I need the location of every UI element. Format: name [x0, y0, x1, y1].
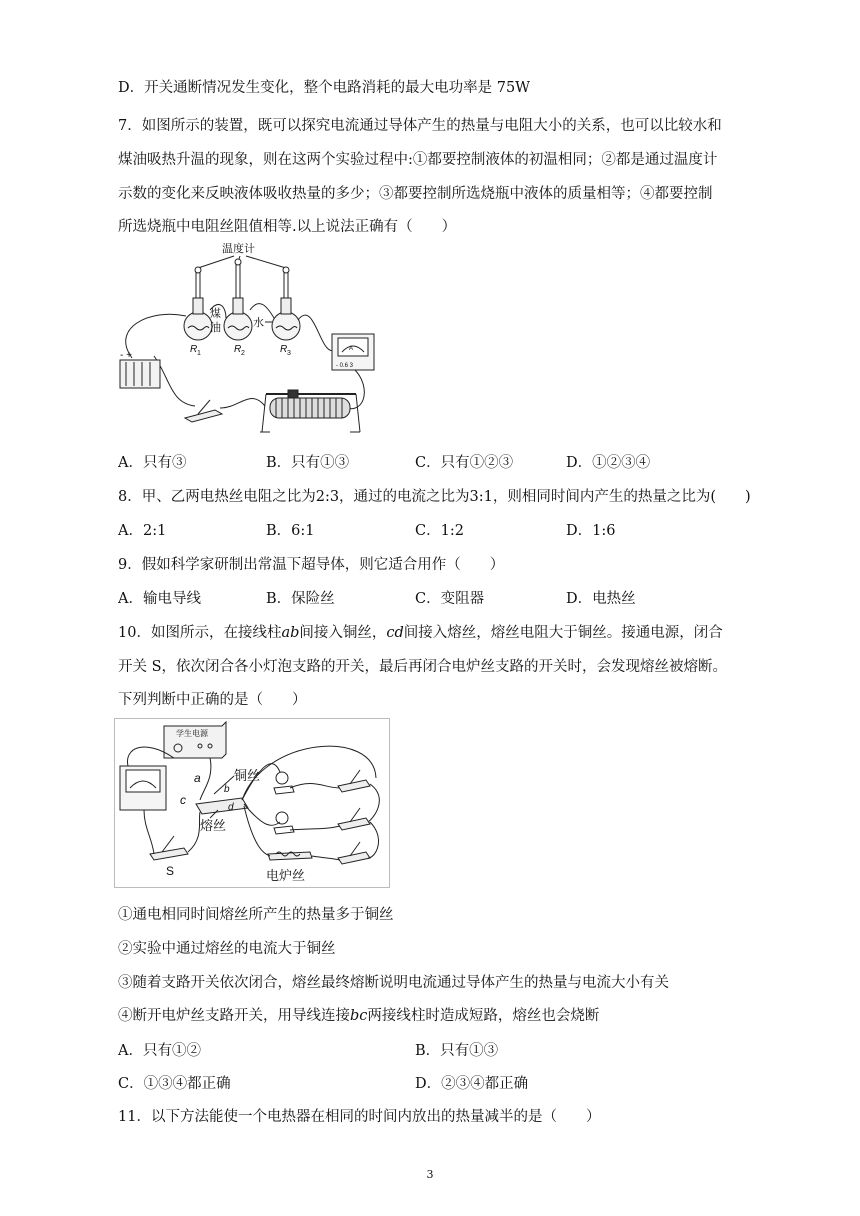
q11-stem: 11．以下方法能使一个电热器在相同的时间内放出的热量减半的是（ ）	[118, 1109, 601, 1125]
q10-option-d[interactable]: D．②③④都正确	[415, 1076, 529, 1092]
svg-text:3: 3	[287, 350, 291, 357]
q8-option-b[interactable]: B．6:1	[266, 523, 315, 539]
q9-option-c[interactable]: C．变阻器	[415, 591, 485, 607]
q10-statement-4: ④断开电炉丝支路开关，用导线连接bc两接线柱时造成短路，熔丝也会烧断	[118, 1008, 600, 1024]
svg-text:温度计: 温度计	[222, 243, 255, 255]
svg-text:d: d	[228, 802, 234, 813]
svg-text:- 0.6 3: - 0.6 3	[336, 363, 354, 369]
q10-option-a[interactable]: A．只有①②	[118, 1043, 201, 1059]
svg-text:c: c	[180, 793, 186, 807]
q9-stem: 9．假如科学家研制出常温下超导体，则它适合用作（ ）	[118, 557, 505, 573]
q8-stem: 8．甲、乙两电热丝电阻之比为2:3，通过的电流之比为3:1，则相同时间内产生的热量之比为( )	[118, 489, 751, 505]
svg-text:A: A	[349, 346, 354, 352]
svg-text:2: 2	[241, 350, 245, 357]
q10-line-1: 10．如图所示，在接线柱ab间接入铜丝，cd间接入熔丝，熔丝电阻大于铜丝。接通电源，闭合	[118, 625, 723, 641]
option-d-prev: D．开关通断情况发生变化，整个电路消耗的最大电功率是 75W	[118, 80, 531, 96]
svg-text:- +: - +	[120, 350, 132, 361]
q7-option-d[interactable]: D．①②③④	[566, 455, 651, 471]
q10-option-b[interactable]: B．只有①③	[415, 1043, 499, 1059]
svg-text:R: R	[234, 344, 242, 355]
q10-statement-2: ②实验中通过熔丝的电流大于铜丝	[118, 941, 336, 957]
svg-text:电炉丝: 电炉丝	[266, 868, 306, 883]
q10-statement-1: ①通电相同时间熔丝所产生的热量多于铜丝	[118, 907, 394, 923]
q7-option-b[interactable]: B．只有①③	[266, 455, 350, 471]
svg-text:a: a	[194, 771, 201, 785]
q9-option-a[interactable]: A．输电导线	[118, 591, 201, 607]
q7-option-c[interactable]: C．只有①②③	[415, 455, 514, 471]
q7-line-2: 煤油吸热升温的现象，则在这两个实验过程中:①都要控制液体的初温相同；②都是通过温度计	[118, 152, 718, 168]
svg-text:油: 油	[210, 322, 221, 334]
q10-option-c[interactable]: C．①③④都正确	[118, 1076, 231, 1092]
q8-option-d[interactable]: D．1:6	[566, 523, 616, 539]
svg-text:熔丝: 熔丝	[200, 818, 227, 833]
q7-line-1: 7．如图所示的装置，既可以探究电流通过导体产生的热量与电阻大小的关系，也可以比较水和	[118, 118, 722, 134]
svg-text:1: 1	[197, 350, 201, 357]
svg-text:水: 水	[253, 317, 264, 329]
q10-statement-3: ③随着支路开关依次闭合，熔丝最终熔断说明电流通过导体产生的热量与电流大小有关	[118, 975, 669, 991]
q7-figure	[110, 238, 375, 438]
svg-text:学生电源: 学生电源	[176, 729, 208, 738]
q9-option-b[interactable]: B．保险丝	[266, 591, 335, 607]
q7-line-4: 所选烧瓶中电阻丝阻值相等.以上说法正确有（ ）	[118, 219, 457, 235]
svg-text:R: R	[280, 344, 288, 355]
q10-line-2: 开关 S，依次闭合各小灯泡支路的开关，最后再闭合电炉丝支路的开关时，会发现熔丝被熔断。	[118, 659, 728, 675]
svg-text:R: R	[190, 344, 198, 355]
q10-line-3: 下列判断中正确的是（ ）	[118, 692, 307, 708]
q8-option-c[interactable]: C．1:2	[415, 523, 464, 539]
svg-text:铜丝: 铜丝	[234, 768, 261, 783]
svg-text:煤: 煤	[210, 308, 221, 320]
q7-line-3: 示数的变化来反映液体吸收热量的多少；③都要控制所选烧瓶中液体的质量相等；④都要控制	[118, 186, 713, 202]
q10-figure	[114, 718, 390, 888]
q9-option-d[interactable]: D．电热丝	[566, 591, 636, 607]
svg-text:b: b	[224, 784, 230, 795]
svg-text:S: S	[166, 864, 175, 878]
page-number: 3	[426, 1168, 434, 1181]
q7-option-a[interactable]: A．只有③	[118, 455, 187, 471]
q8-option-a[interactable]: A．2:1	[118, 523, 167, 539]
